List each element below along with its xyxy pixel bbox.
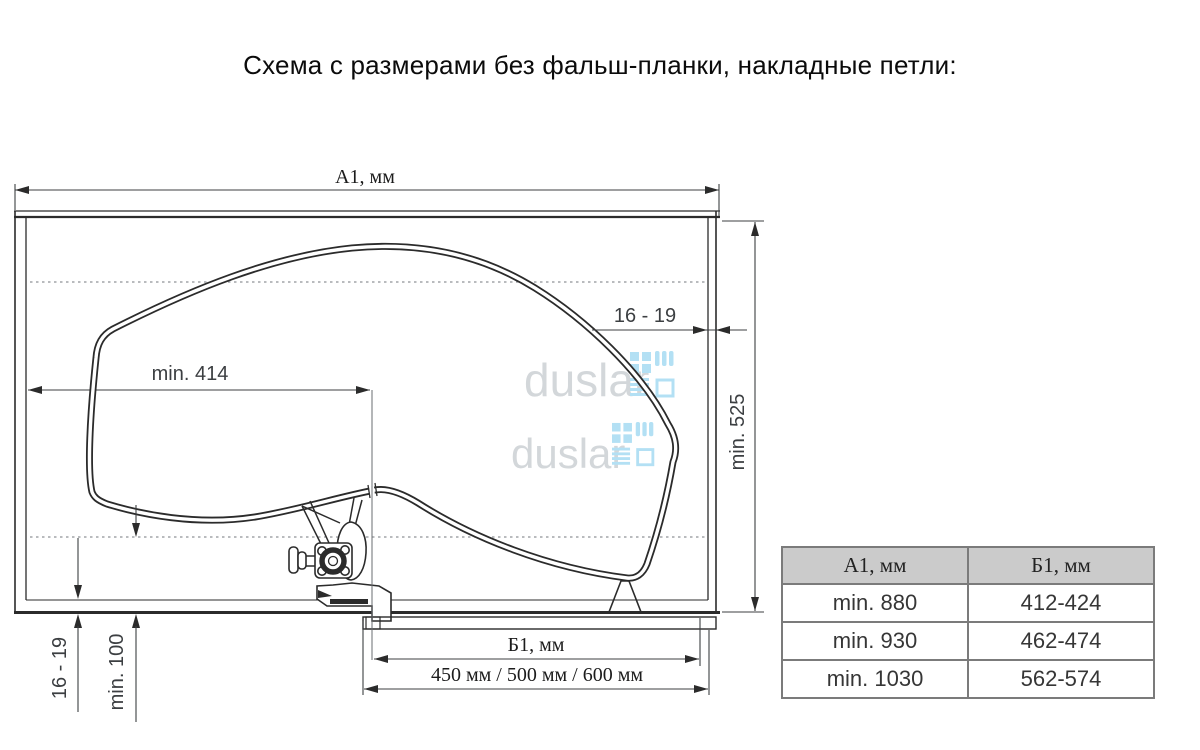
cabinet-outline <box>14 211 720 614</box>
dimension-wall-thickness-right <box>592 305 747 334</box>
shelf-support-leg <box>609 581 641 612</box>
table-row <box>782 584 1154 622</box>
dimensions-table <box>781 546 1155 699</box>
hinge-adjust-knob <box>289 547 298 573</box>
table-header-a1: А1, мм <box>782 547 968 584</box>
dimension-label-16-19-left: 16 - 19 <box>49 636 71 700</box>
dimension-label-min414: min. 414 <box>151 363 229 385</box>
dimension-label-b1: Б1, мм <box>507 634 565 656</box>
dimension-min525 <box>722 221 764 612</box>
cell-b1: 462-474 <box>968 622 1154 660</box>
dimension-door-widths <box>363 621 709 695</box>
dimension-min414 <box>28 386 370 394</box>
dimension-b1 <box>374 618 700 666</box>
table-header-b1: Б1, мм <box>968 547 1154 584</box>
table-row <box>782 660 1154 698</box>
cell-a1: min. 930 <box>782 622 968 660</box>
cell-a1: min. 880 <box>782 584 968 622</box>
dimension-bottom-thickness-left <box>49 538 82 712</box>
door-panel <box>363 617 716 629</box>
cell-b1: 562-574 <box>968 660 1154 698</box>
dimension-label-min100: min. 100 <box>106 633 128 711</box>
watermark-text: duslar <box>511 430 626 477</box>
table-row <box>782 622 1154 660</box>
dimension-label-min525: min. 525 <box>727 393 749 471</box>
cell-a1: min. 1030 <box>782 660 968 698</box>
cell-b1: 412-424 <box>968 584 1154 622</box>
dimension-label-16-19-right: 16 - 19 <box>613 305 677 327</box>
dimension-a1 <box>15 166 719 216</box>
dimension-label-a1: A1, мм <box>335 166 395 188</box>
watermark-duslar-2 <box>511 422 653 477</box>
page-title: Схема с размерами без фальш-планки, накладные петли: <box>243 50 957 80</box>
table-header-row <box>782 547 1154 584</box>
dimension-label-door-widths: 450 мм / 500 мм / 600 мм <box>430 664 644 686</box>
watermark-text: duslar <box>524 354 650 406</box>
hinge-mechanism <box>289 498 391 621</box>
